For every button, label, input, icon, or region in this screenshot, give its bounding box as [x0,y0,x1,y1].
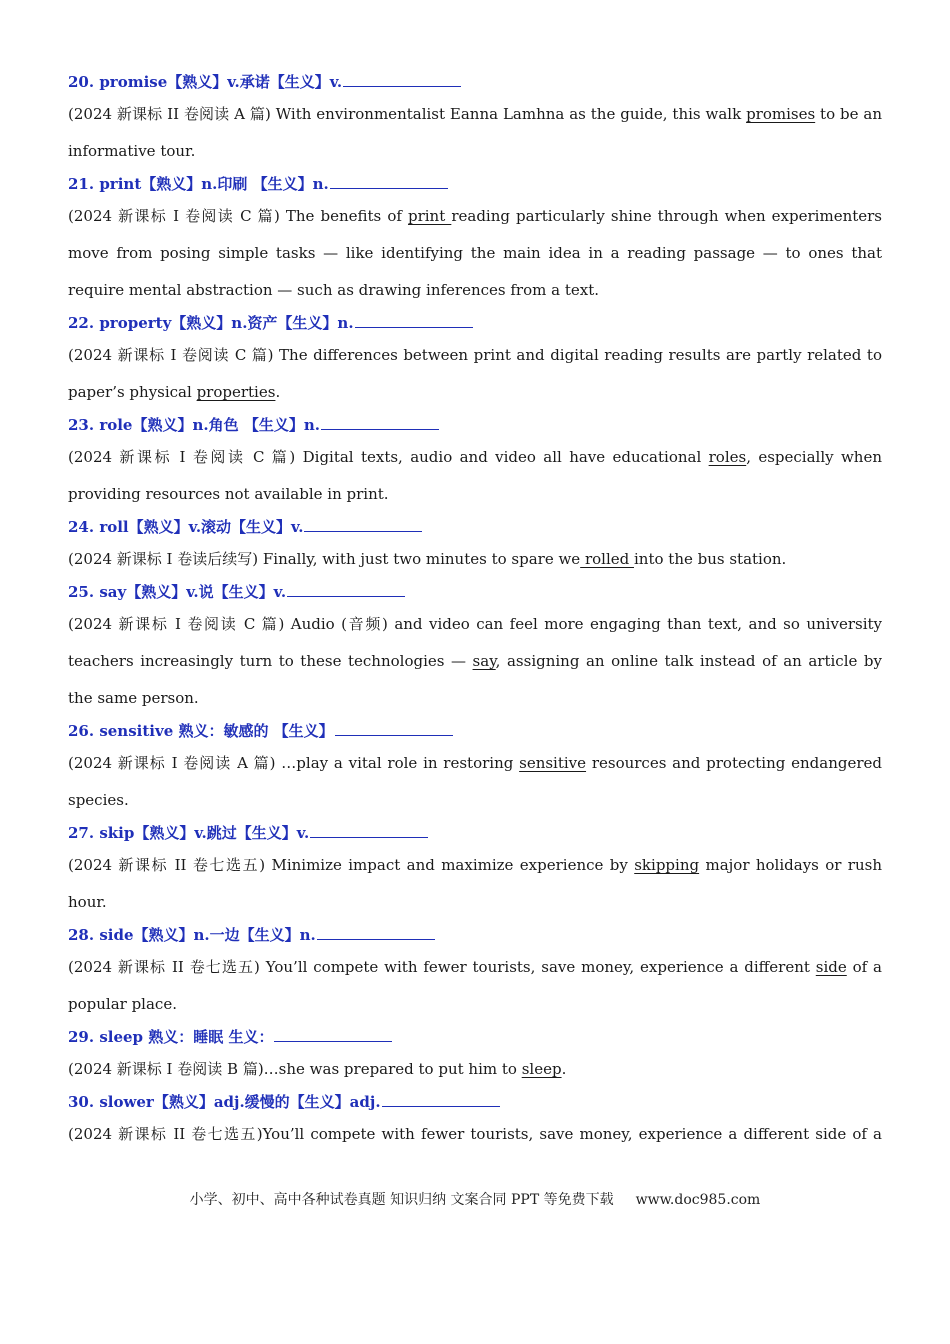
example-sentence: (2024 新课标 II 卷阅读 A 篇) With environmentalist Eanna Lamhna as the guide, this walk promises to be an informative tour. [68,105,882,160]
example-sentence: (2024 新课标 I 卷阅读 C 篇) Digital texts, audio and video all have educational roles, especially when providing resources not available in print. [68,448,882,503]
answer-blank[interactable] [321,413,439,430]
target-word: properties [196,383,276,401]
target-word: sleep [521,1060,562,1078]
vocab-entry-22 [68,309,882,411]
entry-heading: 22. property【熟义】n.资产【生义】n. [68,309,882,337]
target-word: rolled [580,550,634,568]
vocab-entry-27 [68,819,882,921]
example-sentence: (2024 新课标 I 卷阅读 C 篇) The benefits of print reading particularly shine through when experimenters move from posing simple tasks — like identifying the main idea in a reading passage — to ones that require mental abstraction — such as drawing inferences from a text. [68,207,883,299]
entry-heading: 24. roll【熟义】v.滚动【生义】v. [68,513,882,541]
answer-blank[interactable] [317,923,435,940]
answer-blank[interactable] [304,515,422,532]
entry-heading: 29. sleep 熟义：睡眠 生义： [68,1023,882,1051]
vocab-entry-20 [68,68,882,170]
example-sentence: (2024 新课标 I 卷读后续写) Finally, with just two minutes to spare we rolled into the bus station. [68,550,787,568]
target-word: sensitive [519,754,587,772]
footer-link[interactable]: www.doc985.com [635,1192,761,1208]
entry-heading: 28. side【熟义】n.一边【生义】n. [68,921,882,949]
answer-blank[interactable] [343,70,461,87]
target-word: print [407,207,452,225]
vocab-entry-26 [68,717,882,819]
example-sentence: (2024 新课标 I 卷阅读 A 篇) …play a vital role in restoring sensitive resources and protecting endangered species. [68,754,882,809]
example-sentence: (2024 新课标 I 卷阅读 B 篇)…she was prepared to put him to sleep. [68,1060,567,1078]
example-sentence: (2024 新课标 II 卷七选五) You’ll compete with fewer tourists, save money, experience a different side of a popular place. [68,958,883,1013]
entry-heading: 23. role【熟义】n.角色 【生义】n. [68,411,882,439]
answer-blank[interactable] [382,1090,500,1107]
entry-heading: 30. slower【熟义】adj.缓慢的【生义】adj. [68,1088,882,1116]
answer-blank[interactable] [335,719,453,736]
entry-heading: 26. sensitive 熟义：敏感的 【生义】 [68,717,882,745]
vocab-entry-28 [68,921,882,1023]
entry-heading: 25. say【熟义】v.说【生义】v. [68,578,882,606]
example-sentence: (2024 新课标 II 卷七选五)You’ll compete with fewer tourists, save money, experience a different side of a [68,1125,882,1143]
target-word: say [472,652,496,670]
entry-heading: 21. print【熟义】n.印刷 【生义】n. [68,170,882,198]
answer-blank[interactable] [274,1025,392,1042]
target-word: roles [708,448,747,466]
vocab-entry-24 [68,513,882,578]
vocab-entry-29 [68,1023,882,1088]
document-page [68,68,882,1153]
footer-text: 小学、初中、高中各种试卷真题 知识归纳 文案合同 PPT 等免费下载 [189,1192,614,1208]
target-word: promises [746,105,816,123]
entry-heading: 20. promise【熟义】v.承诺【生义】v. [68,68,882,96]
example-sentence: (2024 新课标 I 卷阅读 C 篇) The differences between print and digital reading results are partly related to paper’s physical properties. [68,346,882,401]
page-footer [0,1189,950,1209]
answer-blank[interactable] [287,580,405,597]
answer-blank[interactable] [330,172,448,189]
example-sentence: (2024 新课标 II 卷七选五) Minimize impact and maximize experience by skipping major holidays or rush hour. [68,856,883,911]
answer-blank[interactable] [355,311,473,328]
vocab-entry-25 [68,578,882,717]
entry-heading: 27. skip【熟义】v.跳过【生义】v. [68,819,882,847]
vocab-entry-21 [68,170,882,309]
answer-blank[interactable] [310,821,428,838]
vocab-entry-23 [68,411,882,513]
target-word: side [815,958,847,976]
vocab-entry-30 [68,1088,882,1153]
target-word: skipping [634,856,700,874]
example-sentence: (2024 新课标 I 卷阅读 C 篇) Audio (音频) and video can feel more engaging than text, and so university teachers increasingly turn to these technologies — say, assigning an online talk instead of an article by the same person. [68,615,882,707]
